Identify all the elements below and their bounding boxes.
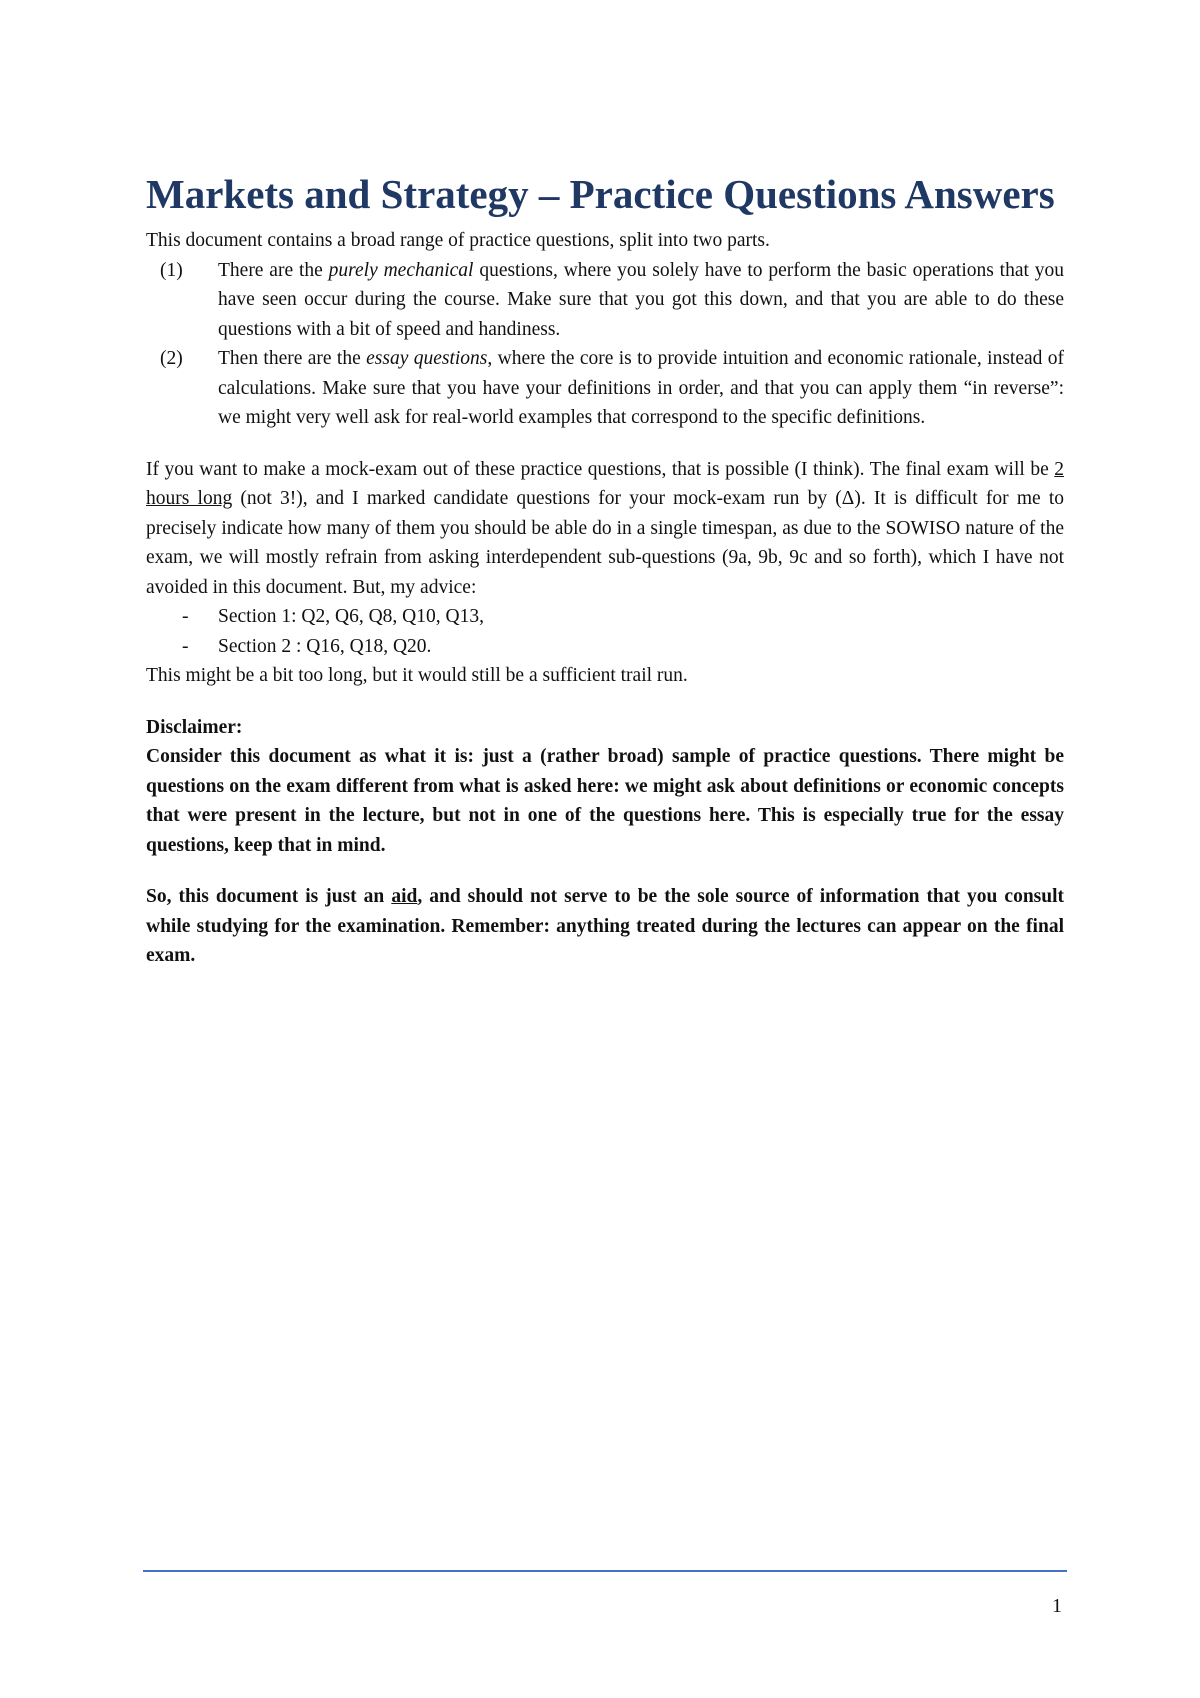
- part-emphasis: essay questions: [366, 348, 488, 369]
- mock-text-pre: If you want to make a mock-exam out of these practice questions, that is possible (I think). The final exam will be: [146, 458, 1055, 480]
- advice-list: [146, 602, 1064, 661]
- exam-duration: 2 hours long: [146, 458, 1064, 509]
- document-page: [146, 170, 1064, 971]
- spacer: [146, 860, 1064, 882]
- advice-text: Section 1: Q2, Q6, Q8, Q10, Q13,: [218, 606, 484, 627]
- list-marker: (2): [160, 348, 183, 369]
- document-title: Markets and Strategy – Practice Questions Answers: [146, 171, 1055, 217]
- closing-paragraph: [146, 882, 1064, 971]
- list-item: [146, 256, 1064, 345]
- page-number: 1: [1052, 1595, 1062, 1617]
- closing-text-post: , and should not serve to be the sole source of information that you consult while studying for the examination. Remember: anything treated during the lectures can appear on the final exam.: [146, 886, 1065, 966]
- part-text-post: , where the core is to provide intuition and economic rationale, instead of calculations. Make sure that you have your definitions in order, and that you can apply them “in reverse”: we might very well ask for real-world examples that correspond to the specific definitions.: [218, 348, 1064, 428]
- disclaimer-body: Consider this document as what it is: just a (rather broad) sample of practice questions. There might be questions on the exam different from what is asked here: we might ask about definitions or economic concepts that were present in the lecture, but not in one of the questions here. This is especially true for the essay questions, keep that in mind.: [146, 746, 1064, 856]
- advice-text: Section 2 : Q16, Q18, Q20.: [218, 635, 432, 657]
- mock-text-post: (not 3!), and I marked candidate questions for your mock-exam run by (Δ). It is difficult for me to precisely indicate how many of them you should be able do in a single timespan, as due to the SOWISO nature of the exam, we will mostly refrain from asking interdependent sub-questions (9a, 9b, 9c and so forth), which I have not avoided in this document. But, my advice:: [146, 488, 1065, 598]
- parts-list: [146, 256, 1064, 433]
- intro-paragraph: This document contains a broad range of practice questions, split into two parts.: [146, 230, 770, 251]
- mock-exam-paragraph: [146, 455, 1064, 603]
- spacer: [146, 691, 1064, 713]
- part-emphasis: purely mechanical: [328, 259, 474, 281]
- part-text-pre: Then there are the: [218, 348, 367, 369]
- trail-run-note: This might be a bit too long, but it would still be a sufficient trail run.: [146, 665, 688, 686]
- closing-text-pre: So, this document is just an: [146, 886, 392, 907]
- list-marker: -: [182, 606, 189, 627]
- part-text-pre: There are the: [218, 259, 329, 281]
- list-item: [146, 344, 1064, 433]
- list-item: [146, 632, 1064, 662]
- list-marker: (1): [160, 259, 183, 281]
- footer-rule: [143, 1570, 1067, 1572]
- list-marker: -: [182, 635, 189, 657]
- aid-word: aid: [391, 886, 418, 907]
- part-text-post: questions, where you solely have to perform the basic operations that you have seen occur during the course. Make sure that you got this down, and that you are able to do these questions with a bit of speed and handiness.: [218, 259, 1065, 340]
- spacer: [146, 433, 1064, 455]
- list-item: [146, 602, 1064, 632]
- disclaimer-heading: Disclaimer:: [146, 716, 243, 738]
